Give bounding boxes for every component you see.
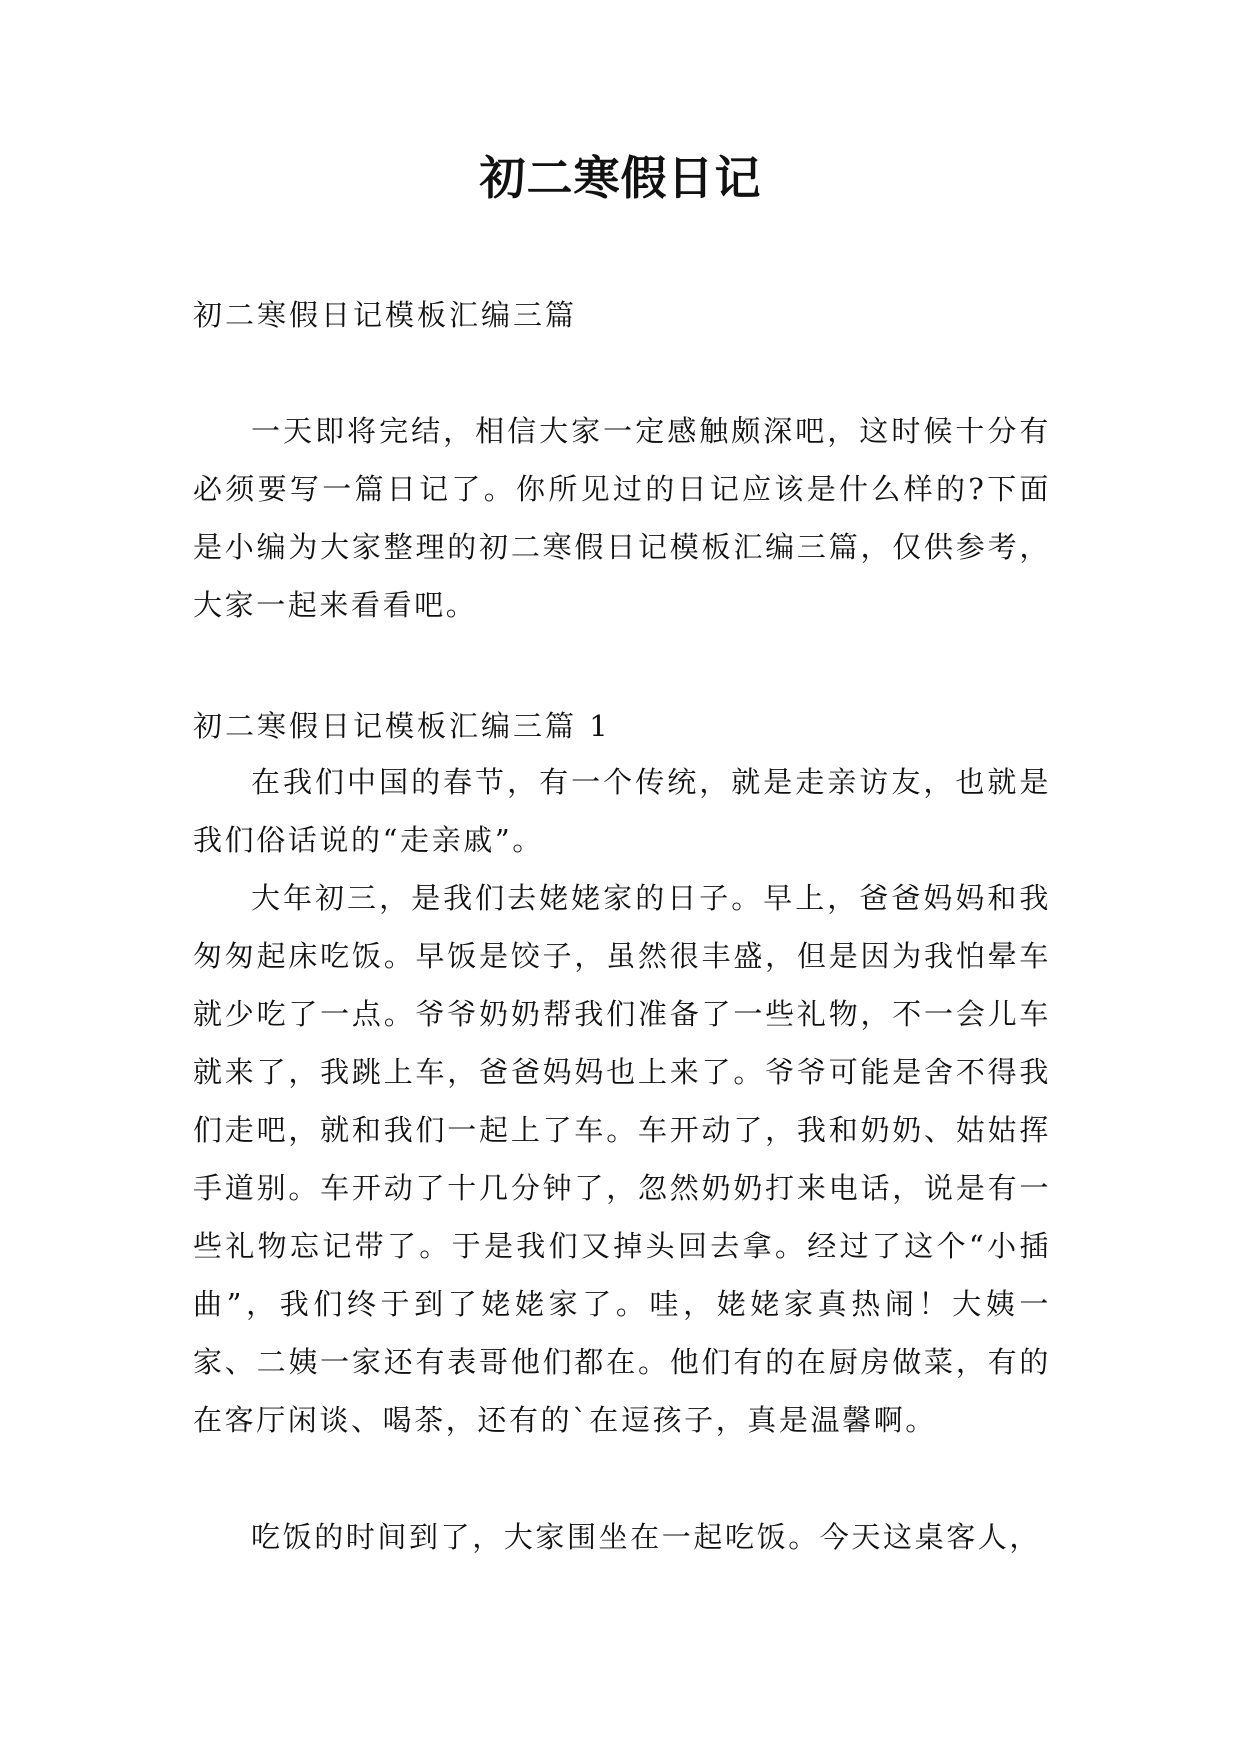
section-heading: 初二寒假日记模板汇编三篇 1 (193, 709, 611, 743)
body-paragraph: 在我们中国的春节，有一个传统，就是走亲访友，也就是我们俗话说的“走亲戚”。 (193, 765, 1051, 857)
body-paragraph: 吃饭的时间到了，大家围坐在一起吃饭。今天这桌客人， (251, 1520, 1042, 1554)
document-subtitle: 初二寒假日记模板汇编三篇 (193, 298, 578, 332)
body-paragraph: 大年初三，是我们去姥姥家的日子。早上，爸爸妈妈和我匆匆起床吃饭。早饭是饺子，虽然很丰盛，但是因为我怕晕车就少吃了一点。爷爷奶奶帮我们准备了一些礼物，不一会儿车就来了，我跳上车，爸爸妈妈也上来了。爷爷可能是舍不得我们走吧，就和我们一起上了车。车开动了，我和奶奶、姑姑挥手道别。车开动了十几分钟了，忽然奶奶打来电话，说是有一些礼物忘记带了。于是我们又掉头回去拿。经过了这个“小插曲”，我们终于到了姥姥家了。哇，姥姥家真热闹！大姨一家、二姨一家还有表哥他们都在。他们有的在厨房做菜，有的在客厅闲谈、喝茶，还有的`在逗孩子，真是温馨啊。 (193, 881, 1051, 1437)
document-title: 初二寒假日记 (479, 151, 762, 205)
intro-paragraph: 一天即将完结，相信大家一定感触颇深吧，这时候十分有必须要写一篇日记了。你所见过的日记应该是什么样的?下面是小编为大家整理的初二寒假日记模板汇编三篇，仅供参考，大家一起来看看吧。 (193, 414, 1051, 622)
